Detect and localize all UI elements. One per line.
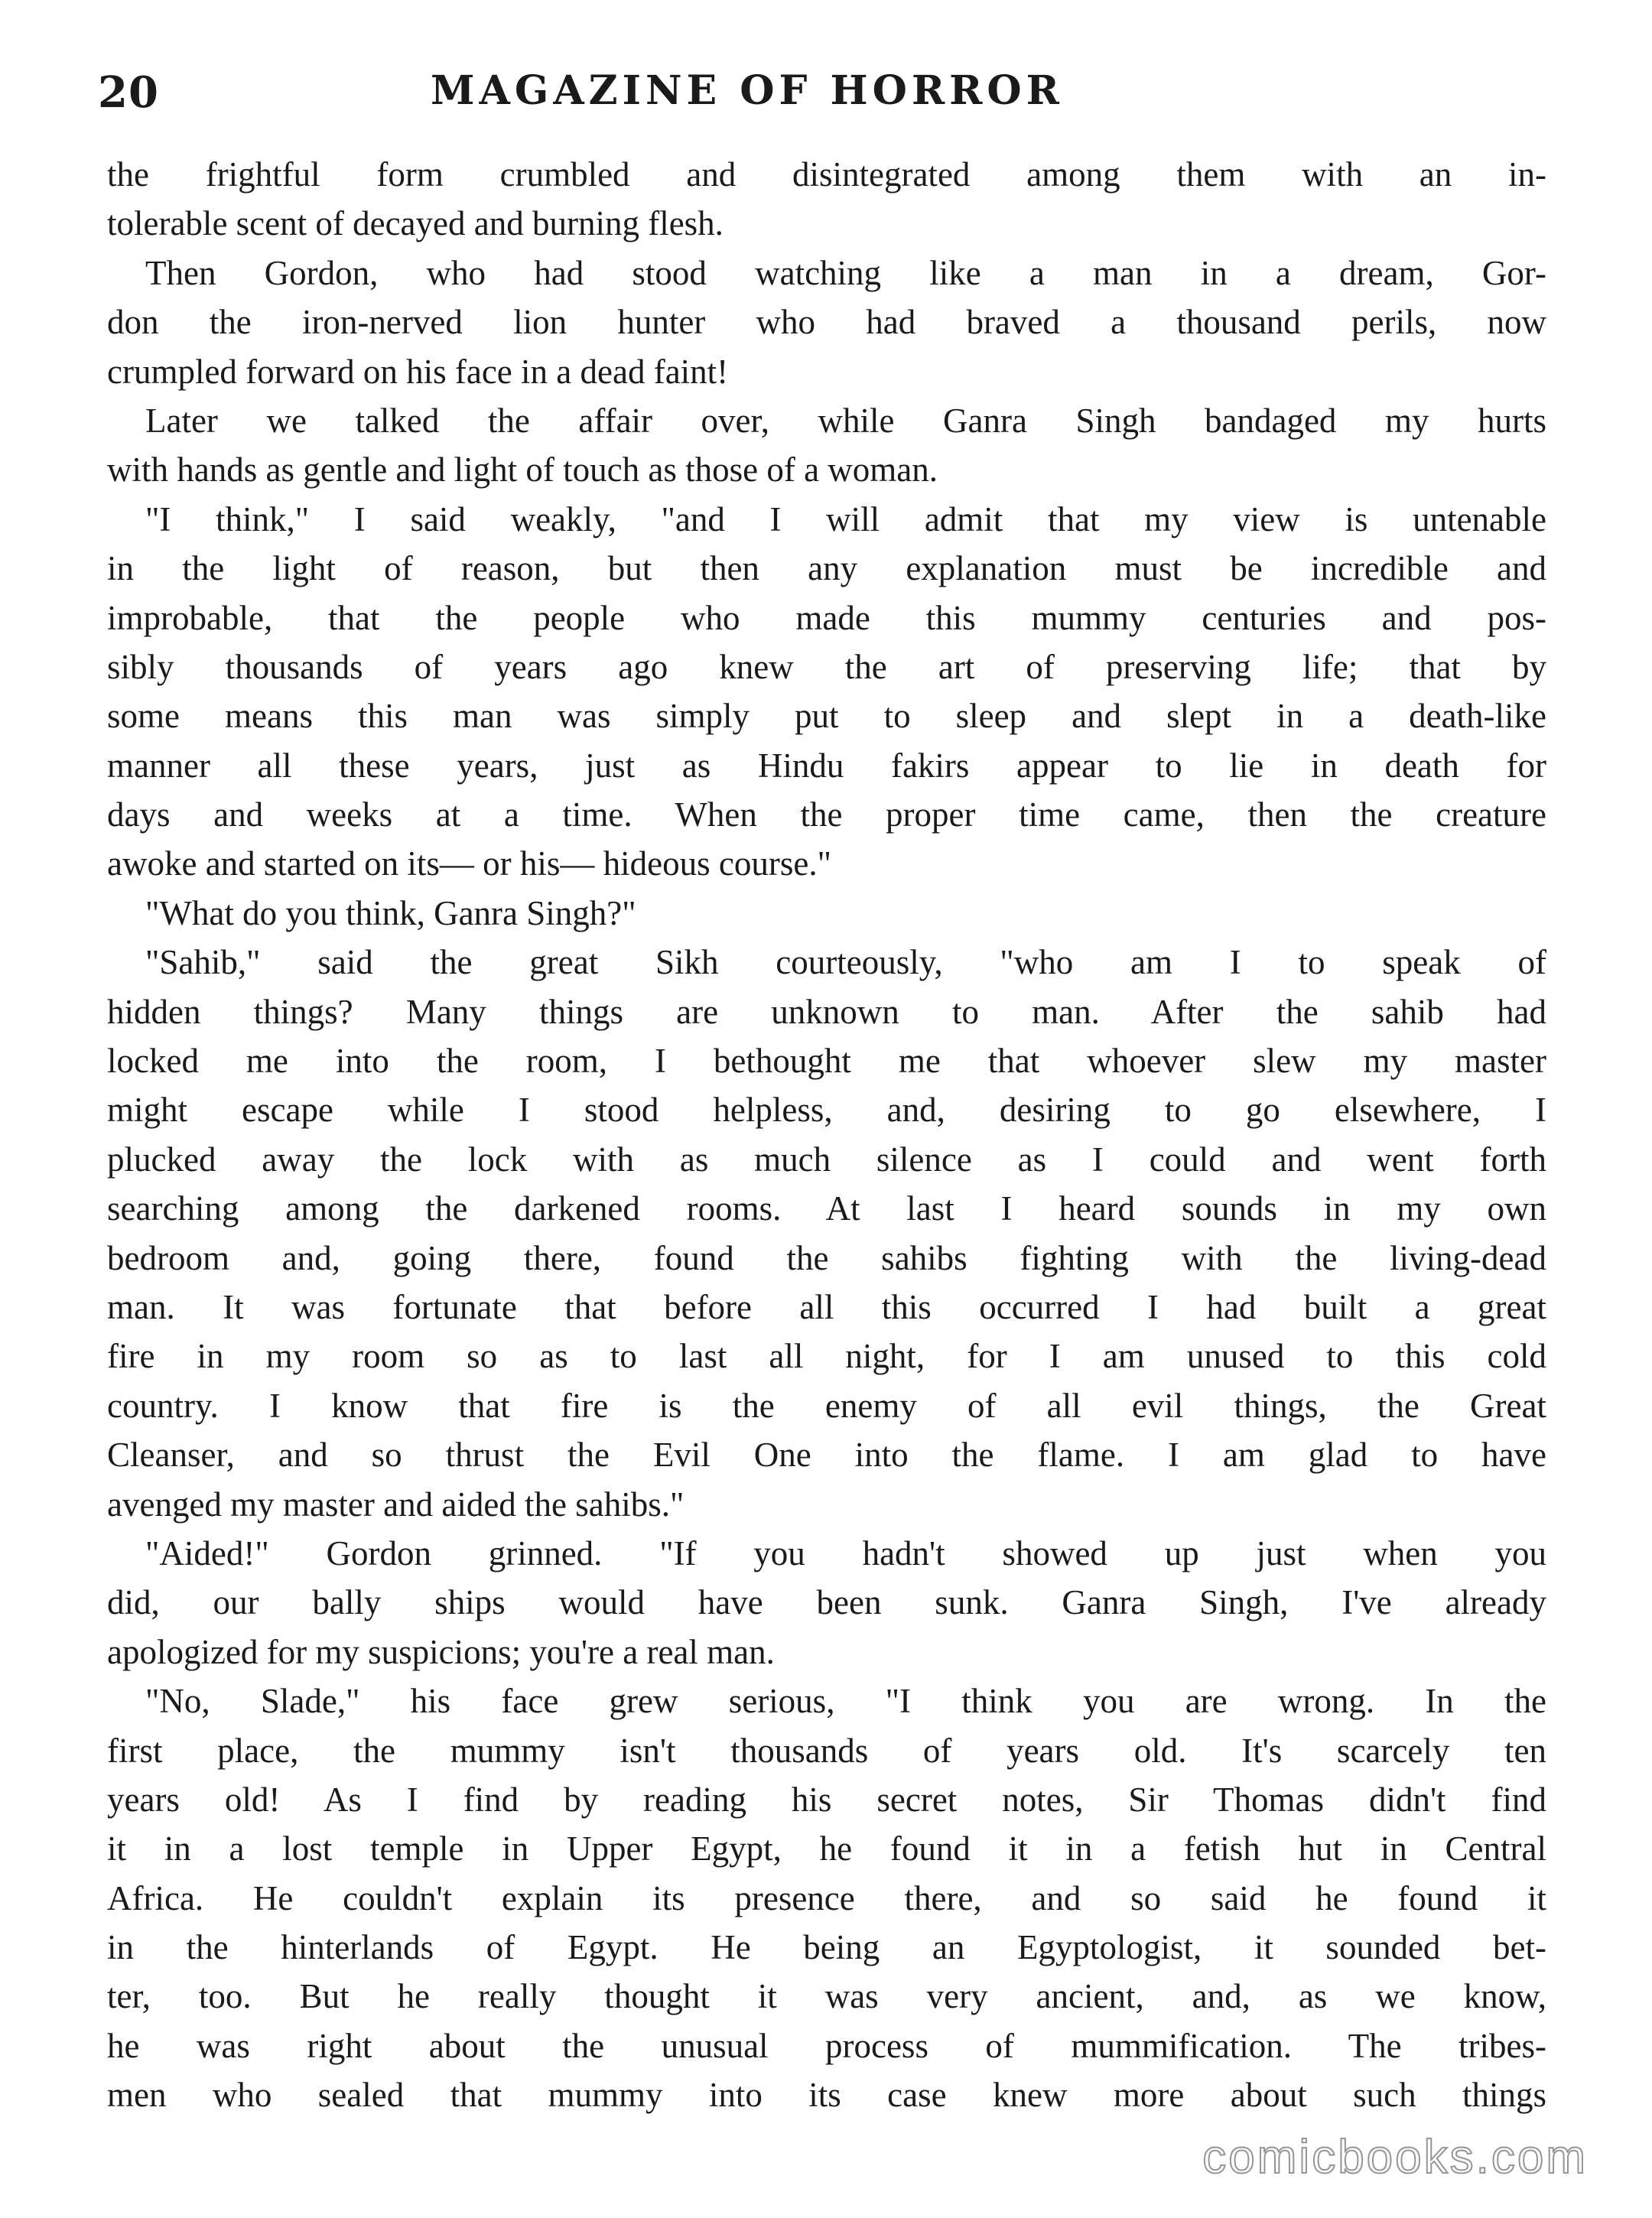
text-line: years old! As I find by reading his secret notes, Sir Thomas didn't find [107,1780,1546,1819]
text-line: hidden things? Many things are unknown to man. After the sahib had [107,992,1546,1031]
text-line: bedroom and, going there, found the sahibs fighting with the living-dead [107,1238,1546,1277]
text-line: plucked away the lock with as much silence as I could and went forth [107,1140,1546,1179]
text-line: fire in my room so as to last all night, for I am unused to this cold [107,1337,1546,1376]
text-line: crumpled forward on his face in a dead faint! [107,352,729,391]
text-line: Later we talked the affair over, while Ganra Singh bandaged my hurts [145,401,1546,440]
watermark-logo: comicbooks.com [1202,2131,1588,2184]
text-line: first place, the mummy isn't thousands of years old. It's scarcely ten [107,1731,1546,1770]
text-line: Then Gordon, who had stood watching like a man in a dream, Gor- [145,253,1546,292]
text-line: with hands as gentle and light of touch as those of a woman. [107,450,938,489]
text-line: don the iron-nerved lion hunter who had braved a thousand perils, now [107,303,1546,342]
text-line: it in a lost temple in Upper Egypt, he found it in a fetish hut in Central [107,1829,1546,1868]
text-line: he was right about the unusual process of mummification. The tribes- [107,2026,1546,2065]
text-line: awoke and started on its— or his— hideous course." [107,844,831,883]
text-line: might escape while I stood helpless, and, desiring to go elsewhere, I [107,1091,1546,1130]
text-line: tolerable scent of decayed and burning flesh. [107,204,724,243]
text-line: improbable, that the people who made this mummy centuries and pos- [107,598,1546,637]
magazine-title: MAGAZINE OF HORROR [431,67,1064,114]
text-line: Africa. He couldn't explain its presence there, and so said he found it [107,1878,1546,1917]
text-line: manner all these years, just as Hindu fakirs appear to lie in death for [107,746,1546,785]
text-line: the frightful form crumbled and disintegrated among them with an in- [107,155,1546,194]
text-line: ter, too. But he really thought it was very ancient, and, as we know, [107,1977,1546,2016]
text-line: some means this man was simply put to sleep and slept in a death-like [107,697,1546,736]
text-line: in the hinterlands of Egypt. He being an Egyptologist, it sounded bet- [107,1928,1546,1967]
story-text [107,150,1546,2120]
text-line: sibly thousands of years ago knew the art of preserving life; that by [107,647,1546,686]
text-line: searching among the darkened rooms. At last I heard sounds in my own [107,1189,1546,1228]
text-line: country. I know that fire is the enemy of all evil things, the Great [107,1386,1546,1425]
text-line: did, our bally ships would have been sunk. Ganra Singh, I've already [107,1583,1546,1622]
text-line: Cleanser, and so thrust the Evil One into the flame. I am glad to have [107,1436,1546,1475]
text-line: locked me into the room, I bethought me that whoever slew my master [107,1042,1546,1081]
text-line: "No, Slade," his face grew serious, "I think you are wrong. In the [145,1682,1546,1721]
text-line: days and weeks at a time. When the proper time came, then the creature [107,795,1546,834]
text-line: "Sahib," said the great Sikh courteously, "who am I to speak of [145,943,1546,982]
text-line: in the light of reason, but then any explanation must be incredible and [107,549,1546,588]
text-line: men who sealed that mummy into its case knew more about such things [107,2076,1546,2115]
page-header [98,67,1551,128]
text-line: apologized for my suspicions; you're a real man. [107,1632,775,1671]
text-line: "Aided!" Gordon grinned. "If you hadn't showed up just when you [145,1533,1546,1572]
page-number: 20 [98,67,159,118]
text-line: "What do you think, Ganra Singh?" [145,893,636,932]
text-line: man. It was fortunate that before all this occurred I had built a great [107,1287,1546,1326]
text-line: avenged my master and aided the sahibs." [107,1485,685,1524]
text-line: "I think," I said weakly, "and I will admit that my view is untenable [145,499,1546,538]
